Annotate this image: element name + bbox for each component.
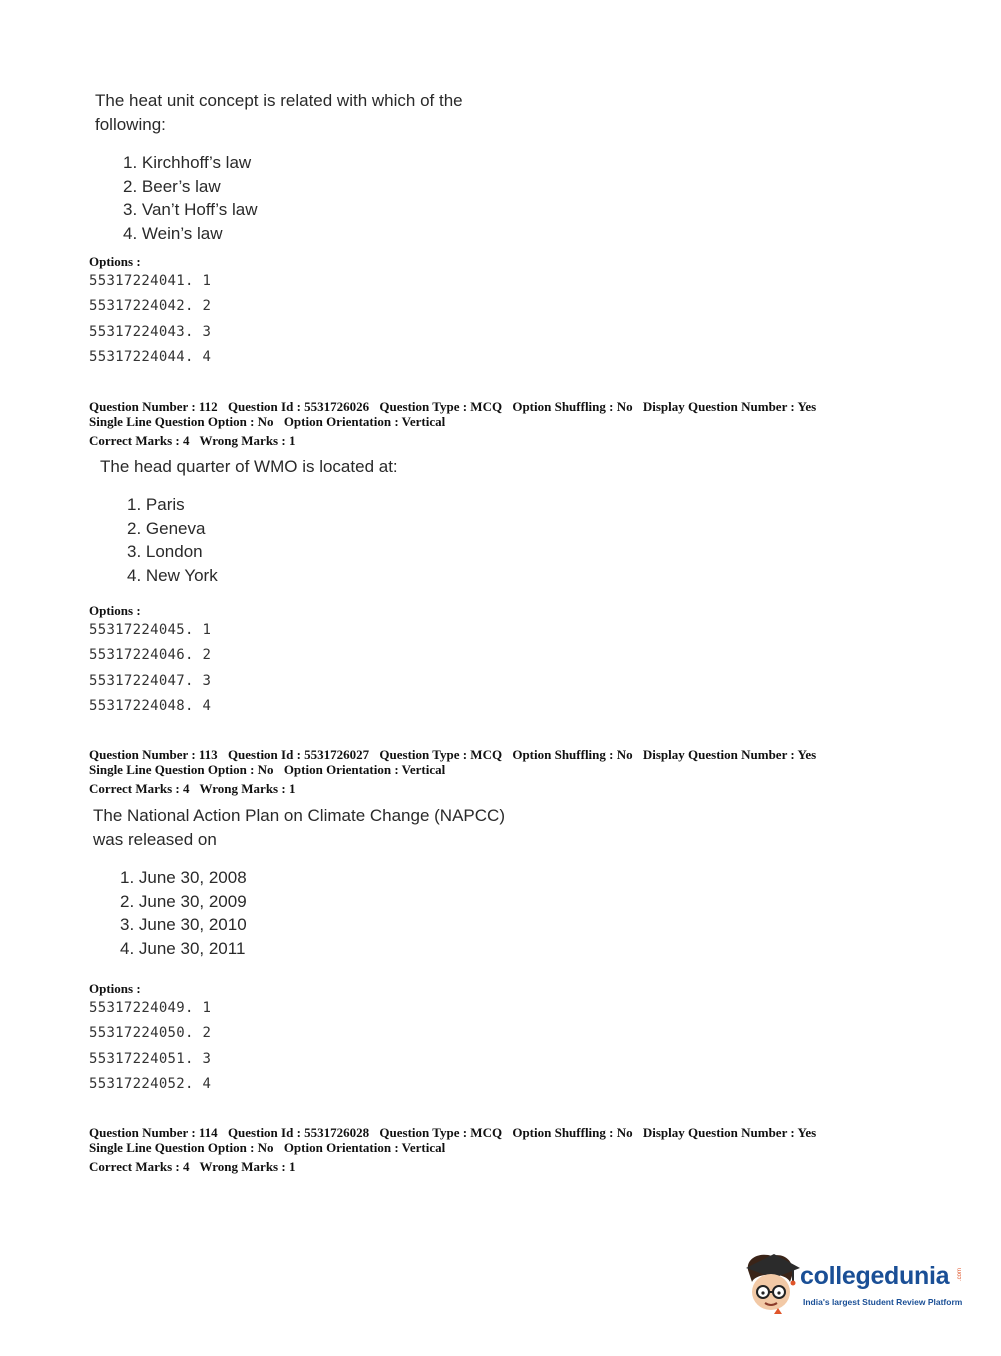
question-meta: Question Number : 112 Question Id : 5531726026 Question Type : MCQ Option Shuffling : No Display Question Number : Yes Single Line Question Option : No Option Orientation : Vertical Correct Marks : 4 Wrong Marks : 1 (89, 399, 817, 448)
logo-domain-suffix: .com (957, 1268, 963, 1282)
choice-item: 1. Paris (127, 495, 185, 514)
choice-item: 2. June 30, 2009 (120, 891, 247, 911)
option-id: 55317224051. 3 (89, 1050, 212, 1067)
option-id-list (89, 618, 211, 719)
option-id: 55317224041. 1 (89, 273, 212, 289)
option-id: 55317224048. 4 (89, 697, 212, 714)
question-text: The National Action Plan on Climate Change (NAPCC) was released on (93, 806, 505, 849)
option-id: 55317224047. 3 (89, 672, 212, 689)
option-id: 55317224052. 4 (89, 1075, 212, 1092)
choice-item: 3. June 30, 2010 (120, 915, 247, 934)
choice-item: 4. Wein’s law (123, 223, 223, 243)
question-text: The head quarter of WMO is located at: (100, 457, 398, 476)
choice-item: 4. New York (127, 565, 218, 585)
choice-list (120, 866, 247, 960)
option-id: 55317224042. 2 (89, 298, 212, 315)
option-id: 55317224050. 2 (89, 1025, 212, 1042)
option-id: 55317224043. 3 (89, 323, 212, 340)
option-id: 55317224045. 1 (89, 622, 212, 638)
option-id: 55317224049. 1 (89, 1000, 212, 1016)
option-id-list (89, 269, 211, 370)
options-label: Options : (89, 981, 141, 996)
question-meta: Question Number : 114 Question Id : 5531726028 Question Type : MCQ Option Shuffling : No Display Question Number : Yes Single Line Question Option : No Option Orientation : Vertical Correct Marks : 4 Wrong Marks : 1 (89, 1125, 817, 1174)
choice-item: 3. London (127, 542, 203, 561)
choice-list (127, 493, 218, 587)
collegedunia-logo (740, 1248, 970, 1320)
choice-list (123, 151, 258, 245)
option-id-list (89, 996, 211, 1097)
option-id: 55317224044. 4 (89, 348, 212, 365)
logo-tagline: India's largest Student Review Platform (803, 1297, 963, 1307)
mascot-icon (740, 1248, 802, 1318)
logo-wordmark: collegedunia (800, 1262, 950, 1290)
question-text: The heat unit concept is related with which of the following: (95, 91, 463, 134)
options-label: Options : (89, 603, 141, 618)
choice-item: 4. June 30, 2011 (120, 938, 246, 958)
option-id: 55317224046. 2 (89, 647, 212, 664)
choice-item: 1. June 30, 2008 (120, 868, 247, 887)
choice-item: 2. Geneva (127, 518, 206, 538)
options-label: Options : (89, 254, 141, 269)
choice-item: 2. Beer’s law (123, 176, 221, 196)
choice-item: 1. Kirchhoff’s law (123, 153, 252, 172)
choice-item: 3. Van’t Hoff’s law (123, 200, 258, 219)
question-meta: Question Number : 113 Question Id : 5531726027 Question Type : MCQ Option Shuffling : No Display Question Number : Yes Single Line Question Option : No Option Orientation : Vertical Correct Marks : 4 Wrong Marks : 1 (89, 747, 817, 796)
